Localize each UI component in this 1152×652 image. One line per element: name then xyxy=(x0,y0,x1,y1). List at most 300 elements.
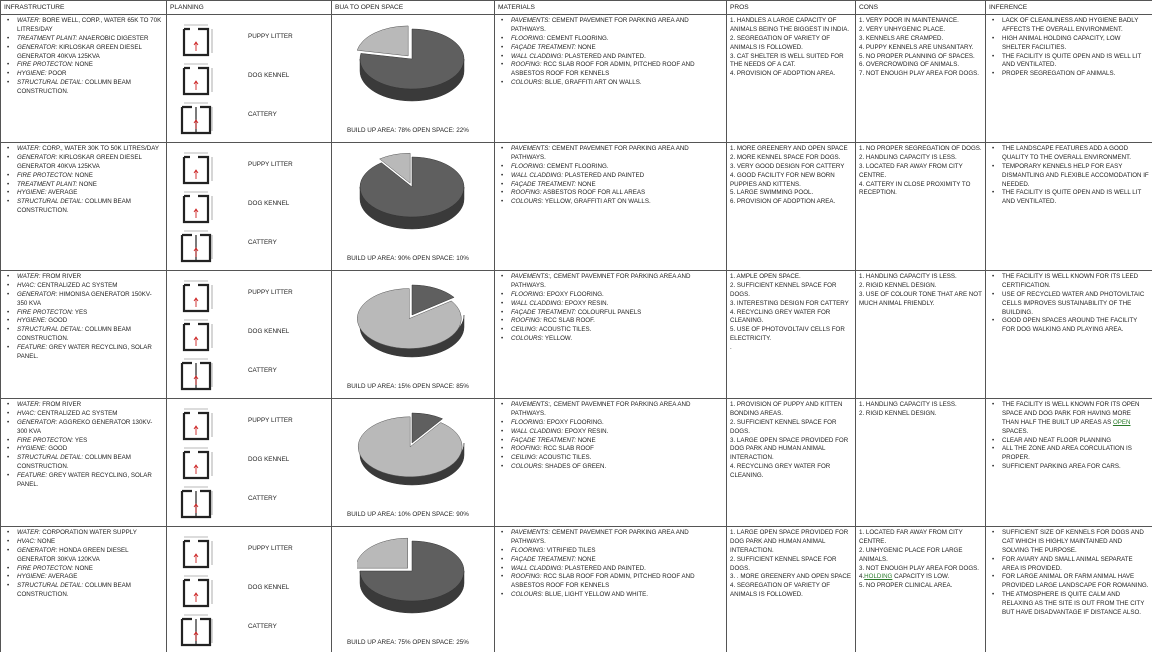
material-item xyxy=(498,35,723,44)
material-item xyxy=(498,44,723,53)
pros-item: 4. RECYCLING GREY WATER FOR CLEANING. xyxy=(730,308,831,325)
item-value: COLUMN BEAM CONSTRUCTION. xyxy=(17,78,131,95)
item-value: CENTRALIZED AC SYSTEM xyxy=(35,410,118,418)
plan-label: CATTERY xyxy=(248,111,277,119)
item-label: FAÇADE TREATMENT: xyxy=(511,436,576,444)
item-value: NONE xyxy=(73,171,93,179)
item-value: NONE xyxy=(73,564,93,572)
cons-item: 1. HANDLING CAPACITY IS LESS. xyxy=(859,273,957,281)
item-value: HONDA GREEN DIESEL GENERATOR 30KVA 120KVA xyxy=(17,546,129,563)
item-value: POOR xyxy=(46,70,67,78)
item-label: FEATURE: xyxy=(17,471,48,479)
item-label: FAÇADE TREATMENT: xyxy=(511,555,576,563)
item-label: FIRE PROTECTON: xyxy=(17,61,74,69)
item-value: RCC SLAB ROOF FOR ADMIN, PITCHED ROOF AND ASBESTOS ROOF FOR KENNELS xyxy=(511,61,695,78)
item-value: BLUE, GRAFFITI ART ON WALLS. xyxy=(543,78,642,86)
material-item xyxy=(498,61,723,79)
pros-item: 5. USE OF PHOTOVOLTAIV CELLS FOR ELECTRICITY. xyxy=(730,326,845,342)
item-label: STRUCTURAL DETAIL: xyxy=(17,582,84,590)
cons-item: 2. RIGID KENNEL DESIGN. xyxy=(859,282,937,290)
infrastructure-item xyxy=(4,189,163,198)
item-value: FROM RIVER xyxy=(40,273,82,281)
inference-item: • THE FACILITY IS QUITE OPEN AND IS WELL LIT AND VENTILATED. xyxy=(989,53,1149,71)
item-label: WALL CLADDING: xyxy=(511,52,564,60)
item-value: AVERAGE xyxy=(46,573,78,581)
material-item xyxy=(498,454,723,463)
header-inference: INFERENCE xyxy=(986,1,1152,15)
cons-item: 3. USE OF COLOUR TONE THAT ARE NOT MUCH ANIMAL FRIENDLY. xyxy=(859,290,982,307)
materials-cell xyxy=(495,143,727,271)
pros-item: 3. VERY GOOD DESIGN FOR CATTERY xyxy=(730,162,845,170)
item-value: COLUMN BEAM CONSTRUCTION. xyxy=(17,326,131,342)
material-item xyxy=(498,309,723,318)
pros-cell xyxy=(727,527,856,652)
item-label: HVAC: xyxy=(17,282,36,290)
material-item xyxy=(498,300,723,309)
pros-item: 1. PROVISION OF PUPPY AND KITTEN BONDING AREAS. xyxy=(730,401,843,418)
infrastructure-item xyxy=(4,145,163,154)
inference-cell xyxy=(986,15,1152,143)
header-bua: BUA TO OPEN SPACE xyxy=(332,1,495,15)
inference-item: • SUFFICIENT SIZE OF KENNELS FOR DOGS AND CAT WHICH IS HIGHLY MAINTAINED AND SOLVING THE PURPOSE. xyxy=(989,529,1149,555)
plan-label: DOG KENNEL xyxy=(248,200,290,208)
infrastructure-cell xyxy=(1,15,167,143)
inference-item: • THE LANDSCAPE FEATURES ADD A GOOD QUALITY TO THE OVERALL ENVIRONMENT. xyxy=(989,145,1149,163)
item-label: GENERATOR: xyxy=(17,290,58,298)
pros-cell xyxy=(727,399,856,527)
item-value: COLUMN BEAM CONSTRUCTION. xyxy=(17,582,131,598)
item-value: CEMENT FLOORING. xyxy=(545,162,609,170)
infrastructure-item xyxy=(4,172,163,181)
infrastructure-item xyxy=(4,538,163,547)
item-value: NONE xyxy=(575,436,596,444)
header-materials: MATERIALS xyxy=(495,1,727,15)
infrastructure-item xyxy=(4,309,163,318)
infrastructure-item xyxy=(4,17,163,35)
cons-item: 3. NOT ENOUGH PLAY AREA FOR DOGS. xyxy=(859,564,979,572)
infrastructure-item xyxy=(4,529,163,538)
infrastructure-item xyxy=(4,282,163,291)
item-value: BLUE, LIGHT YELLOW AND WHITE. xyxy=(543,590,648,598)
item-label: FLOORING: xyxy=(511,34,546,42)
material-item xyxy=(498,79,723,88)
infrastructure-item xyxy=(4,419,163,437)
infrastructure-item xyxy=(4,44,163,62)
inference-item: • THE ATMOSPHERE IS QUITE CALM AND RELAXING AS THE SITE IS OUT FROM THE CITY BUT HAVE DISADVANTAGE IF DISTANCE ALSO. xyxy=(989,591,1149,617)
cons-number: 4. xyxy=(859,573,865,581)
item-label: GENERATOR: xyxy=(17,418,58,426)
item-label: WATER: xyxy=(17,17,41,25)
material-item xyxy=(498,53,723,62)
inference-item: • THE FACILITY IS QUITE OPEN AND IS WELL LIT AND VENTILATED. xyxy=(989,189,1149,207)
item-value: KIRLOSKAR GREEN DIESEL GENERATOR 40KVA 125KVA xyxy=(17,43,142,60)
header-planning: PLANNING xyxy=(167,1,332,15)
floor-plan-icon xyxy=(178,355,218,393)
item-value: ACOUSTIC TILES. xyxy=(537,454,592,462)
floor-plan-icon xyxy=(178,99,218,137)
cons-text: CAPACITY IS LOW. xyxy=(892,573,950,581)
item-label: STRUCTURAL DETAIL: xyxy=(17,78,84,86)
item-value: CENTRALIZED AC SYSTEM xyxy=(35,282,118,290)
floor-plan-icon xyxy=(178,60,218,98)
infrastructure-cell xyxy=(1,399,167,527)
material-item xyxy=(498,428,723,437)
floor-plan-icon xyxy=(178,611,218,649)
pros-item: 1. AMPLE OPEN SPACE. xyxy=(730,273,801,281)
pie-slice-open xyxy=(357,539,408,569)
cons-highlight: HOLDING xyxy=(864,573,893,581)
material-item xyxy=(498,145,723,163)
header-infrastructure: INFRASTRUCTURE xyxy=(1,1,167,15)
material-item xyxy=(498,273,723,291)
material-item xyxy=(498,573,723,591)
item-label: STRUCTURAL DETAIL: xyxy=(17,326,84,334)
cons-cell xyxy=(856,15,986,143)
pros-item: 2. SUFFICIENT KENNEL SPACE FOR DOGS. xyxy=(730,282,837,298)
item-label: HYGIENE: xyxy=(17,573,47,581)
item-label: HYGIENE: xyxy=(17,317,47,325)
item-value: CORPORATION WATER SUPPLY xyxy=(40,529,137,537)
inference-item: • PROPER SEGREGATION OF ANIMALS. xyxy=(989,70,1149,79)
plan-label: DOG KENNEL xyxy=(248,456,290,464)
floor-plan-icon xyxy=(178,277,218,315)
item-label: HYGIENE: xyxy=(17,445,47,453)
infrastructure-item xyxy=(4,565,163,574)
item-value: PLASTERED AND PAINTED. xyxy=(563,564,646,572)
inference-item: • FOR LARGE ANIMAL OR FARM ANIMAL HAVE PROVIDED LARGE LANDSCAPE FOR ROMANING. xyxy=(989,573,1149,591)
item-label: COLOURS: xyxy=(511,590,544,598)
plan-label: PUPPY LITTER xyxy=(248,33,293,41)
plan-label: CATTERY xyxy=(248,239,277,247)
infrastructure-cell xyxy=(1,271,167,399)
cons-item: 1. HANDLING CAPACITY IS LESS. xyxy=(859,401,957,409)
item-label: ROOFING: xyxy=(511,317,542,325)
inference-cell xyxy=(986,399,1152,527)
bua-caption: BUILD UP AREA: 90% OPEN SPACE: 10% xyxy=(347,255,469,263)
materials-cell xyxy=(495,15,727,143)
cons-item: 3. LOCATED FAR AWAY FROM CITY CENTRE. xyxy=(859,162,963,179)
item-label: WALL CLADDING: xyxy=(511,564,564,572)
item-label: FLOORING: xyxy=(511,290,546,298)
plan-label: DOG KENNEL xyxy=(248,328,290,336)
infrastructure-item xyxy=(4,410,163,419)
bua-cell xyxy=(332,399,495,527)
infrastructure-item xyxy=(4,547,163,565)
cons-item: 5. NO PROPER PLANNING OF SPACES. xyxy=(859,52,975,60)
item-value: KIRLOSKAR GREEN DIESEL GENERATOR 40KVA 125KVA xyxy=(17,154,142,170)
item-label: CEILING: xyxy=(511,326,538,334)
infrastructure-cell xyxy=(1,143,167,271)
item-label: WATER: xyxy=(17,145,41,153)
floor-plan-icon xyxy=(178,405,218,443)
material-item xyxy=(498,291,723,300)
pros-item: 4. RECYCLING GREY WATER FOR CLEANING. xyxy=(730,462,831,479)
bua-caption: BUILD UP AREA: 78% OPEN SPACE: 22% xyxy=(347,127,469,135)
plan-label: DOG KENNEL xyxy=(248,72,290,80)
table-row xyxy=(1,527,1152,652)
plan-label: DOG KENNEL xyxy=(248,584,290,592)
material-item xyxy=(498,198,723,207)
pros-item: 2. SEGREGATION OF VARIETY OF ANIMALS IS FOLLOWED. xyxy=(730,34,831,51)
item-value: GOOD xyxy=(46,445,68,453)
floor-plan-icon xyxy=(178,572,218,610)
material-item xyxy=(498,437,723,446)
item-value: ACOUSTIC TILES. xyxy=(537,326,592,334)
table-row xyxy=(1,271,1152,399)
item-label: WALL CLADDING: xyxy=(511,171,564,179)
item-label: PAVEMENTS: xyxy=(511,17,551,25)
item-label: HVAC: xyxy=(17,410,36,418)
cons-cell xyxy=(856,527,986,652)
cons-item: 4. CATTERY IN CLOSE PROXIMITY TO RECEPTION. xyxy=(859,180,971,197)
item-label: STRUCTURAL DETAIL: xyxy=(17,198,84,206)
material-item xyxy=(498,419,723,428)
item-label: CEILING: xyxy=(511,454,538,462)
item-label: ROOFING: xyxy=(511,61,542,69)
item-value: CORP., WATER 30K TO 50K LITRES/DAY xyxy=(40,145,160,153)
header-cons: CONS xyxy=(856,1,986,15)
planning-cell xyxy=(167,527,332,652)
planning-cell xyxy=(167,271,332,399)
table-row xyxy=(1,143,1152,271)
item-label: WALL CLADDING: xyxy=(511,299,564,307)
item-value: EPOXY RESIN. xyxy=(563,427,609,435)
item-value: CEMENT PAVEMNET FOR PARKING AREA AND PATHWAYS. xyxy=(511,401,691,418)
table-row xyxy=(1,399,1152,527)
material-item xyxy=(498,335,723,344)
bua-cell xyxy=(332,527,495,652)
materials-cell xyxy=(495,271,727,399)
item-label: WALL CLADDING: xyxy=(511,427,564,435)
pros-cell xyxy=(727,15,856,143)
pros-item: 3. . MORE GREENERY AND OPEN SPACE xyxy=(730,573,852,581)
material-item xyxy=(498,529,723,547)
infrastructure-item xyxy=(4,437,163,446)
plan-label: PUPPY LITTER xyxy=(248,417,293,425)
item-label: PAVEMENTS: xyxy=(511,145,551,153)
material-item xyxy=(498,17,723,35)
material-item xyxy=(498,326,723,335)
item-value: NONE xyxy=(575,43,596,51)
floor-plan-icon xyxy=(178,533,218,571)
item-label: FAÇADE TREATMENT: xyxy=(511,308,576,316)
materials-cell xyxy=(495,399,727,527)
material-item xyxy=(498,463,723,472)
item-value: VITRIFIED TILES xyxy=(545,546,596,554)
infrastructure-item xyxy=(4,401,163,410)
cons-item: 1. LOCATED FAR AWAY FROM CITY CENTRE. xyxy=(859,529,963,546)
plan-label: PUPPY LITTER xyxy=(248,161,293,169)
floor-plan-icon xyxy=(178,316,218,354)
item-value: NONE xyxy=(575,180,596,188)
item-label: PAVEMENTS: xyxy=(511,529,551,537)
cons-item xyxy=(859,573,982,582)
item-value: COLUMN BEAM CONSTRUCTION. xyxy=(17,454,131,470)
plan-label: CATTERY xyxy=(248,495,277,503)
infrastructure-item xyxy=(4,317,163,326)
pros-item: 3. INTERESTING DESIGN FOR CATTERY xyxy=(730,299,849,307)
cons-item: 2. VERY UNHYGENIC PLACE. xyxy=(859,26,946,34)
bua-cell xyxy=(332,143,495,271)
inference-item: • GOOD OPEN SPACES AROUND THE FACILITY FOR DOG WALKING AND PLAYING AREA. xyxy=(989,317,1149,335)
infrastructure-item xyxy=(4,273,163,282)
item-value: YES xyxy=(73,308,88,316)
plan-label: PUPPY LITTER xyxy=(248,545,293,553)
item-value: PLASTERED AND PAINTED xyxy=(563,171,645,179)
item-value: NONE xyxy=(73,61,93,69)
item-label: COLOURS: xyxy=(511,198,544,206)
plan-label: CATTERY xyxy=(248,623,277,631)
pros-item: 1. HANDLES A LARGE CAPACITY OF ANIMALS BEING THE BIGGEST IN INDIA. xyxy=(730,17,850,34)
item-label: FLOORING: xyxy=(511,418,546,426)
item-label: GENERATOR: xyxy=(17,546,58,554)
item-value: FROM RIVER xyxy=(40,401,82,409)
item-value: ANAEROBIC DIGESTER xyxy=(77,34,149,42)
infrastructure-item xyxy=(4,445,163,454)
infrastructure-cell xyxy=(1,527,167,652)
floor-plan-icon xyxy=(178,483,218,521)
item-label: PAVEMENTS:, xyxy=(511,401,552,409)
item-label: FAÇADE TREATMENT: xyxy=(511,43,576,51)
infrastructure-item xyxy=(4,61,163,70)
pros-item: 4. SEGREGATION OF VARIETY OF ANIMALS IS FOLLOWED. xyxy=(730,582,831,598)
inference-item xyxy=(989,401,1149,436)
pros-cell xyxy=(727,143,856,271)
item-value: NONE xyxy=(77,180,97,188)
item-value: NONE xyxy=(35,538,56,546)
item-value: PLASTERED AND PAINTED. xyxy=(563,52,646,60)
pros-item: 4. GOOD FACILITY FOR NEW BORN PUPPIES AND KITTENS. xyxy=(730,171,835,188)
item-label: HYGIENE: xyxy=(17,70,47,78)
floor-plan-icon xyxy=(178,444,218,482)
infrastructure-item xyxy=(4,291,163,309)
item-value: YELLOW. xyxy=(543,334,573,342)
bua-pie-chart xyxy=(357,21,469,105)
item-label: COLOURS: xyxy=(511,334,544,342)
bua-caption: BUILD UP AREA: 15% OPEN SPACE: 85% xyxy=(347,383,469,391)
item-label: TREATMENT PLANT: xyxy=(17,34,78,42)
floor-plan-icon xyxy=(178,21,218,59)
infrastructure-item xyxy=(4,198,163,216)
cons-cell xyxy=(856,143,986,271)
bua-pie-chart xyxy=(357,277,469,361)
item-label: WATER: xyxy=(17,273,41,281)
item-value: GOOD xyxy=(46,317,68,325)
item-value: RCC SLAB ROOF FOR ADMIN, PITCHED ROOF AND ASBESTOS ROOF FOR KENNELS xyxy=(511,573,695,590)
pros-item: 1. LARGE OPEN SPACE PROVIDED FOR DOG PARK AND HUMAN ANIMAL INTERACTION. xyxy=(730,529,849,554)
item-value: CEMENT FLOORING. xyxy=(545,34,609,42)
cons-item: 5. NO PROPER CLINICAL AREA. xyxy=(859,582,953,590)
item-value: RCC SLAB ROOF xyxy=(541,445,594,453)
pie-slice-open xyxy=(357,26,408,56)
item-value: RCC SLAB ROOF. xyxy=(541,317,595,325)
inference-cell xyxy=(986,527,1152,652)
item-label: FIRE PROTECTON: xyxy=(17,171,74,179)
planning-cell xyxy=(167,15,332,143)
item-value: COLUMN BEAM CONSTRUCTION. xyxy=(17,198,131,214)
item-label: HVAC: xyxy=(17,538,36,546)
pros-item: 2. SUFFICIENT KENNEL SPACE FOR DOGS. xyxy=(730,418,837,435)
item-label: ROOFING: xyxy=(511,189,542,197)
bua-pie-chart xyxy=(357,405,469,489)
material-item xyxy=(498,401,723,419)
planning-cell xyxy=(167,399,332,527)
item-value: ASBESTOS ROOF FOR ALL AREAS xyxy=(541,189,646,197)
infrastructure-item xyxy=(4,582,163,600)
cons-item: 4. PUPPY KENNELS ARE UNSANITARY. xyxy=(859,43,974,51)
item-value: EPOXY FLOORING. xyxy=(545,418,604,426)
infrastructure-item xyxy=(4,70,163,79)
item-label: FAÇADE TREATMENT: xyxy=(511,180,576,188)
item-label: WATER: xyxy=(17,401,41,409)
inference-text: SPACES. xyxy=(1002,427,1029,435)
plan-label: CATTERY xyxy=(248,367,277,375)
bua-pie-chart xyxy=(357,533,469,617)
item-label: COLOURS: xyxy=(511,462,544,470)
pros-item: . xyxy=(730,343,732,351)
inference-item: • ALL THE ZONE AND AREA CORCULATION IS PROPER. xyxy=(989,445,1149,463)
item-label: FIRE PROTECTON: xyxy=(17,308,74,316)
cons-item: 7. NOT ENOUGH PLAY AREA FOR DOGS. xyxy=(859,70,979,78)
item-value: GREY WATER RECYCLING, SOLAR PANEL. xyxy=(17,343,152,360)
item-value: GREY WATER RECYCLING, SOLAR PANEL. xyxy=(17,471,152,488)
item-label: HYGIENE: xyxy=(17,189,47,197)
item-label: PAVEMENTS:, xyxy=(511,273,552,281)
item-value: CEMENT PAVEMNET FOR PARKING AREA AND PATHWAYS. xyxy=(511,529,689,546)
pros-item: 2. SUFFICIENT KENNEL SPACE FOR DOGS. xyxy=(730,555,837,572)
material-item xyxy=(498,565,723,574)
item-value: HIMONISA GENERATOR 150KV- 350 KVA xyxy=(17,290,152,307)
inference-item: • SUFFICIENT PARKING AREA FOR CARS. xyxy=(989,463,1149,472)
item-value: BORE WELL, CORP., WATER 65K TO 70K LITRES/DAY xyxy=(17,17,162,34)
infrastructure-item xyxy=(4,454,163,472)
item-value: CEMENT PAVEMNET FOR PARKING AREA AND PATHWAYS. xyxy=(511,17,689,34)
inference-text: THE FACILITY IS WELL KNOWN FOR ITS OPEN SPACE AND DOG PARK FOR HAVING MORE THAN HALF THE BUILT UP AREAS AS xyxy=(1002,401,1140,426)
cons-item: 1. VERY POOR IN MAINTENANCE. xyxy=(859,17,959,25)
pros-item: 1. MORE GREENERY AND OPEN SPACE xyxy=(730,145,848,153)
bua-caption: BUILD UP AREA: 10% OPEN SPACE: 90% xyxy=(347,511,469,519)
materials-cell xyxy=(495,527,727,652)
item-label: STRUCTURAL DETAIL: xyxy=(17,454,84,462)
pros-cell xyxy=(727,271,856,399)
material-item xyxy=(498,317,723,326)
item-value: YELLOW, GRAFFITI ART ON WALLS. xyxy=(543,198,651,206)
material-item xyxy=(498,172,723,181)
inference-item: • TEMPORARY KENNELS HELP FOR EASY DISMANTLING AND FLEXIBLE ACCOMODATION IF NEEDED. xyxy=(989,163,1149,189)
inference-highlight: OPEN xyxy=(1112,418,1131,426)
infrastructure-item xyxy=(4,344,163,362)
inference-cell xyxy=(986,143,1152,271)
inference-cell xyxy=(986,271,1152,399)
item-label: FIRE PROTECTON: xyxy=(17,564,74,572)
item-label: COLOURS: xyxy=(511,78,544,86)
cons-item: 2. HANDLING CAPACITY IS LESS. xyxy=(859,154,957,162)
plan-label: PUPPY LITTER xyxy=(248,289,293,297)
header-row xyxy=(1,1,1152,15)
pros-item: 5. LARGE SWIMMING POOL. xyxy=(730,189,814,197)
item-value: CEMENT PAVEMNET FOR PARKING AREA AND PATHWAYS. xyxy=(511,145,689,162)
item-label: GENERATOR: xyxy=(17,43,58,51)
item-label: ROOFING: xyxy=(511,573,542,581)
inference-item: • LACK OF CLEANLINESS AND HYGIENE BADLY AFFECTS THE OVERALL ENVIRONMENT. xyxy=(989,17,1149,35)
item-label: FLOORING: xyxy=(511,162,546,170)
pros-item: 3. CAT SHELTER IS WELL SUITED FOR THE NEEDS OF A CAT. xyxy=(730,52,844,69)
pie-slice-open xyxy=(358,417,462,477)
material-item xyxy=(498,591,723,600)
cons-item: 1. NO PROPER SEGREGATION OF DOGS. xyxy=(859,145,982,153)
item-value: SHADES OF GREEN. xyxy=(543,462,607,470)
item-value: COLOURFUL PANELS xyxy=(575,308,642,316)
